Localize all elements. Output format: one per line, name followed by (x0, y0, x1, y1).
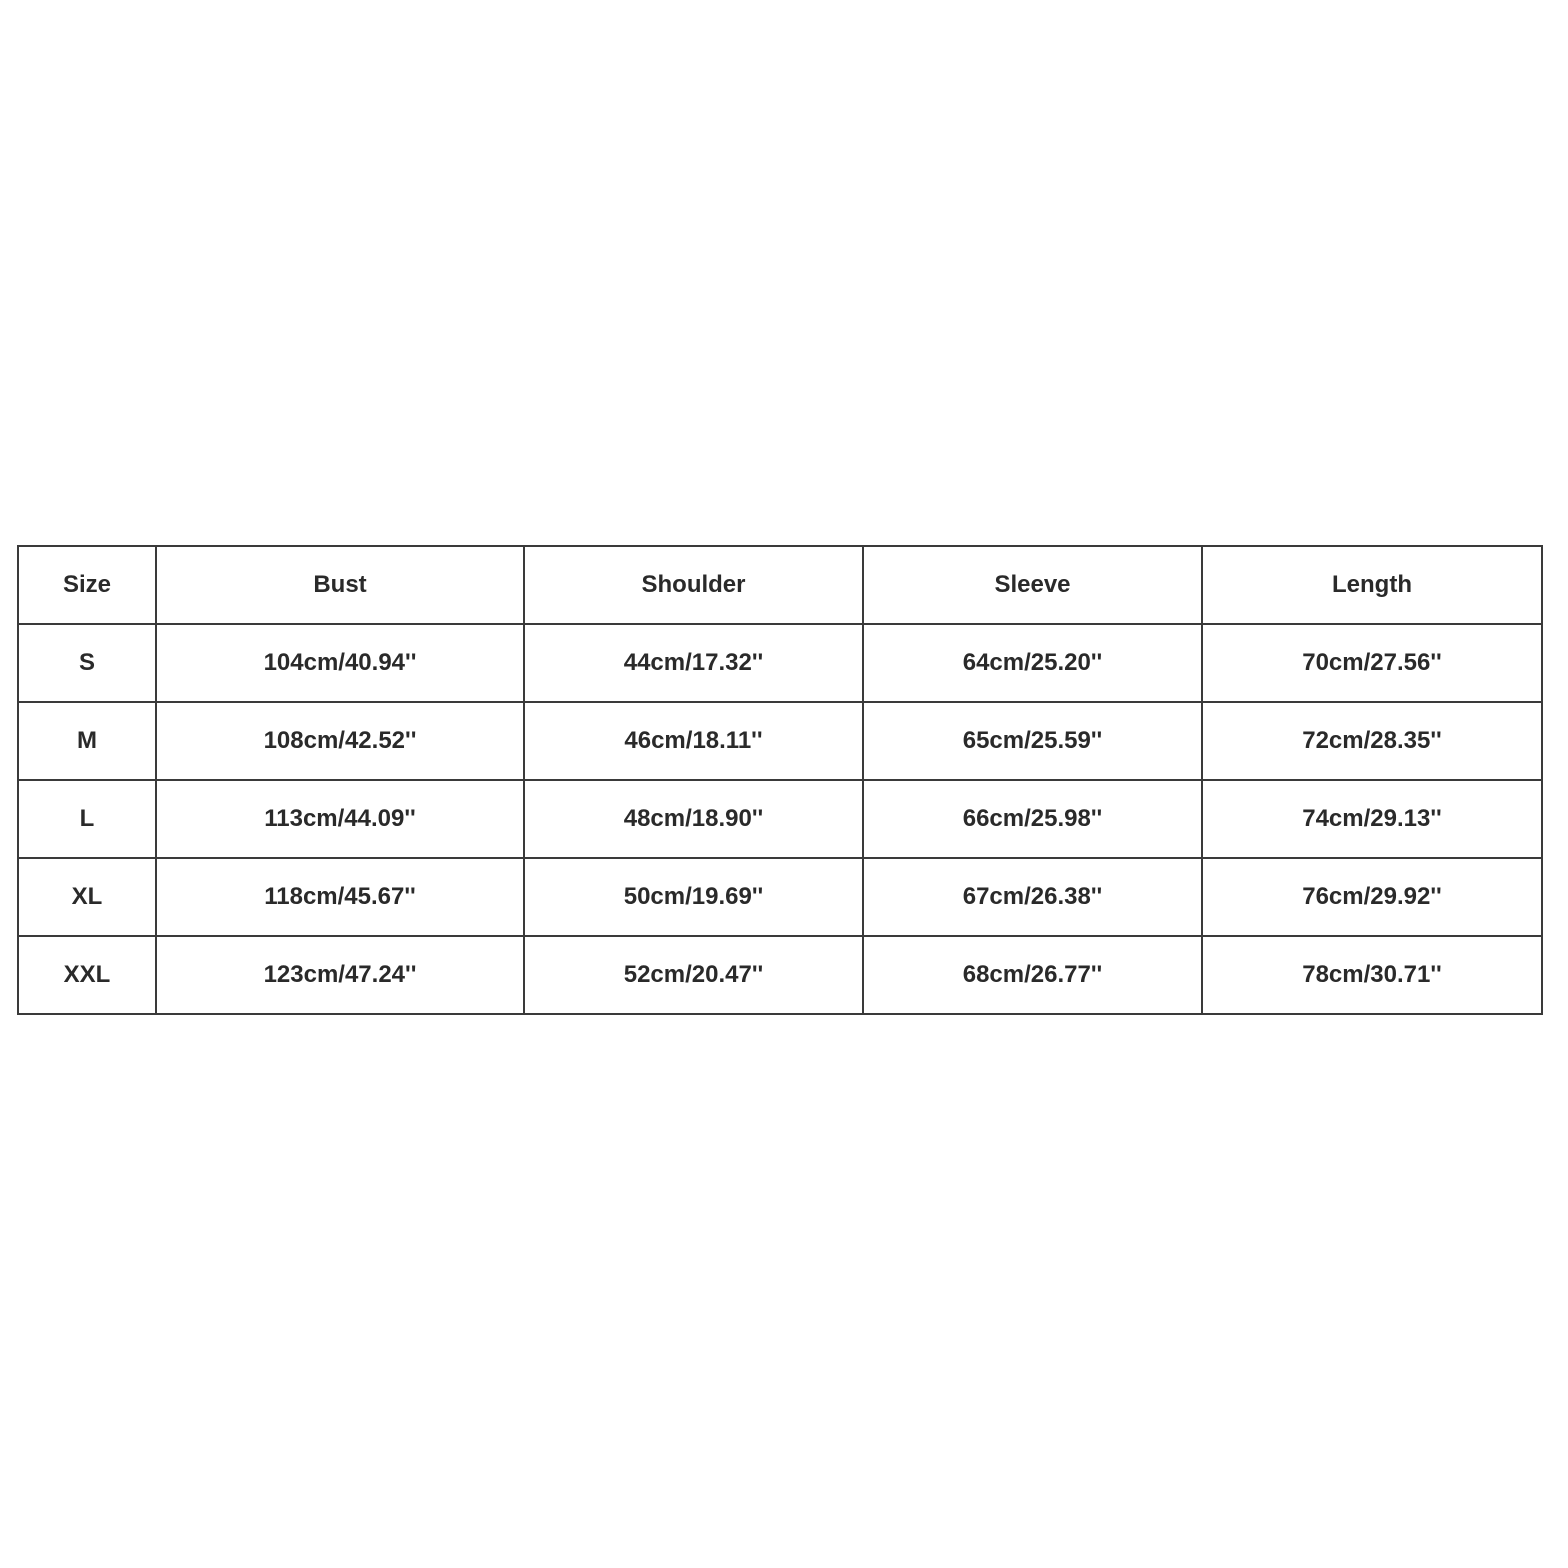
bust-cell: 104cm/40.94'' (156, 624, 524, 702)
size-cell: L (18, 780, 156, 858)
table-row (18, 936, 1542, 1014)
shoulder-cell: 46cm/18.11'' (524, 702, 863, 780)
length-cell: 72cm/28.35'' (1202, 702, 1542, 780)
shoulder-cell: 52cm/20.47'' (524, 936, 863, 1014)
table-row (18, 780, 1542, 858)
table-row (18, 858, 1542, 936)
size-cell: XXL (18, 936, 156, 1014)
size-cell: S (18, 624, 156, 702)
shoulder-cell: 48cm/18.90'' (524, 780, 863, 858)
length-cell: 78cm/30.71'' (1202, 936, 1542, 1014)
length-cell: 74cm/29.13'' (1202, 780, 1542, 858)
sleeve-cell: 67cm/26.38'' (863, 858, 1202, 936)
sleeve-cell: 66cm/25.98'' (863, 780, 1202, 858)
table-row (18, 624, 1542, 702)
header-row (18, 546, 1542, 624)
header-size: Size (18, 546, 156, 624)
shoulder-cell: 50cm/19.69'' (524, 858, 863, 936)
bust-cell: 123cm/47.24'' (156, 936, 524, 1014)
header-bust: Bust (156, 546, 524, 624)
bust-cell: 113cm/44.09'' (156, 780, 524, 858)
sleeve-cell: 65cm/25.59'' (863, 702, 1202, 780)
sleeve-cell: 64cm/25.20'' (863, 624, 1202, 702)
header-shoulder: Shoulder (524, 546, 863, 624)
length-cell: 70cm/27.56'' (1202, 624, 1542, 702)
shoulder-cell: 44cm/17.32'' (524, 624, 863, 702)
length-cell: 76cm/29.92'' (1202, 858, 1542, 936)
sleeve-cell: 68cm/26.77'' (863, 936, 1202, 1014)
bust-cell: 108cm/42.52'' (156, 702, 524, 780)
header-length: Length (1202, 546, 1542, 624)
bust-cell: 118cm/45.67'' (156, 858, 524, 936)
table-row (18, 702, 1542, 780)
size-chart-table (17, 545, 1543, 1015)
size-cell: M (18, 702, 156, 780)
header-sleeve: Sleeve (863, 546, 1202, 624)
size-cell: XL (18, 858, 156, 936)
